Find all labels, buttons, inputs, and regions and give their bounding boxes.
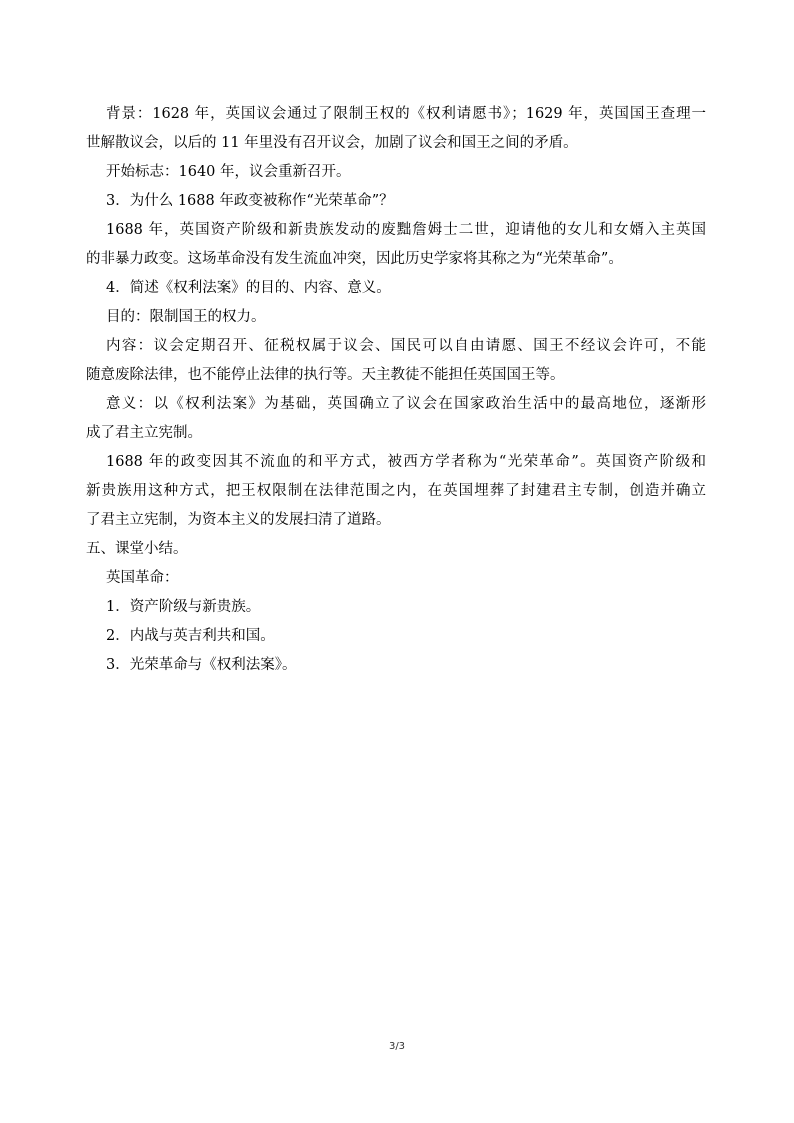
- summary-list-item-2: 2．内战与英吉利共和国。: [106, 628, 275, 644]
- paragraph-content-line-2: 随意废除法律，也不能停止法律的执行等。天主教徒不能担任英国国王等。: [86, 367, 565, 383]
- question-4-heading: 4．简述《权利法案》的目的、内容、意义。: [106, 280, 391, 296]
- paragraph-content-line-1: 内容：议会定期召开、征税权属于议会、国民可以自由请愿、国王不经议会许可，不能: [106, 338, 706, 354]
- paragraph-summary-line-1: 1688 年的政变因其不流血的和平方式，被西方学者称为“光荣革命”。英国资产阶级和: [106, 454, 706, 470]
- paragraph-summary-line-2: 新贵族用这种方式，把王权限制在法律范围之内，在英国埋葬了封建君主专制，创造并确立: [86, 483, 706, 499]
- paragraph-glorious-revolution-line-2: 的非暴力政变。这场革命没有发生流血冲突，因此历史学家将其称之为“光荣革命”。: [86, 251, 623, 267]
- class-summary-title: 英国革命：: [106, 570, 179, 586]
- section-5-heading: 五、课堂小结。: [86, 541, 188, 557]
- paragraph-background-line-2: 世解散议会，以后的 11 年里没有召开议会，加剧了议会和国王之间的矛盾。: [86, 135, 578, 151]
- paragraph-significance-line-2: 成了君主立宪制。: [86, 425, 202, 441]
- paragraph-significance-line-1: 意义：以《权利法案》为基础，英国确立了议会在国家政治生活中的最高地位，逐渐形: [106, 396, 706, 412]
- question-3-heading: 3．为什么 1688 年政变被称作“光荣革命”？: [106, 193, 394, 209]
- summary-list-item-1: 1．资产阶级与新贵族。: [106, 599, 261, 615]
- paragraph-glorious-revolution-line-1: 1688 年，英国资产阶级和新贵族发动的废黜詹姆士二世，迎请他的女儿和女婿入主英国: [106, 222, 706, 238]
- paragraph-summary-line-3: 了君主立宪制，为资本主义的发展扫清了道路。: [86, 512, 391, 528]
- paragraph-background-line-1: 背景：1628 年，英国议会通过了限制王权的《权利请愿书》；1629 年，英国国王查理一: [106, 106, 706, 122]
- paragraph-purpose: 目的：限制国王的权力。: [106, 309, 266, 325]
- page-number: 3/3: [388, 1041, 406, 1052]
- document-body: [86, 100, 706, 680]
- summary-list-item-3: 3．光荣革命与《权利法案》。: [106, 657, 297, 673]
- paragraph-start-marker: 开始标志：1640 年，议会重新召开。: [106, 164, 351, 180]
